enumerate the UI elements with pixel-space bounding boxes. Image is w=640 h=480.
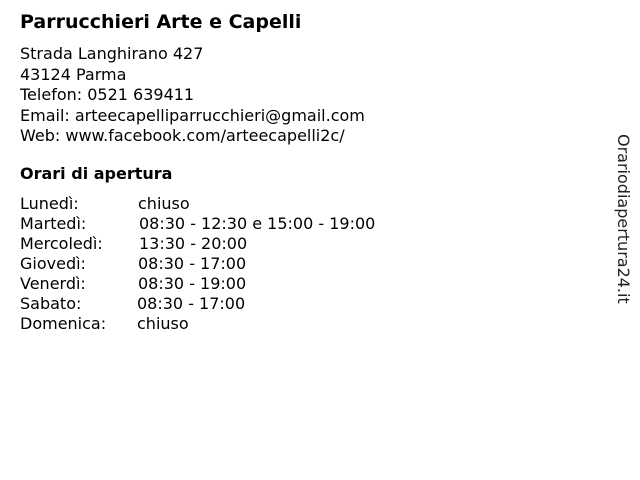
day-hours: 08:30 - 17:00: [138, 254, 247, 273]
opening-hours-title: Orari di apertura: [20, 164, 173, 183]
business-name: Parrucchieri Arte e Capelli: [20, 11, 302, 33]
city-postcode: 43124 Parma: [20, 64, 127, 84]
day-label: Lunedì:: [20, 194, 79, 213]
day-label: Martedì:: [20, 214, 87, 233]
day-hours: 13:30 - 20:00: [139, 234, 248, 253]
day-label: Giovedì:: [20, 254, 86, 273]
day-label: Sabato:: [20, 294, 82, 313]
email-line: Email: arteecapelliparrucchieri@gmail.com: [20, 105, 365, 125]
phone-line: Telefon: 0521 639411: [20, 85, 195, 104]
web-line: Web: www.facebook.com/arteecapelli2c/: [20, 126, 345, 145]
day-label: Mercoledì:: [20, 234, 103, 253]
day-hours: chiuso: [137, 314, 189, 333]
day-label: Domenica:: [20, 314, 107, 333]
street-address: Strada Langhirano 427: [20, 44, 204, 63]
day-hours: chiuso: [138, 194, 190, 213]
day-hours: 08:30 - 17:00: [137, 294, 246, 313]
watermark-text: Orariodiapertura24.it: [614, 134, 633, 304]
address-block: [20, 44, 365, 147]
day-label: Venerdì:: [20, 274, 86, 293]
day-hours: 08:30 - 12:30 e 15:00 - 19:00: [139, 214, 376, 233]
day-hours: 08:30 - 19:00: [138, 274, 247, 293]
watermark-vertical: [612, 134, 634, 310]
